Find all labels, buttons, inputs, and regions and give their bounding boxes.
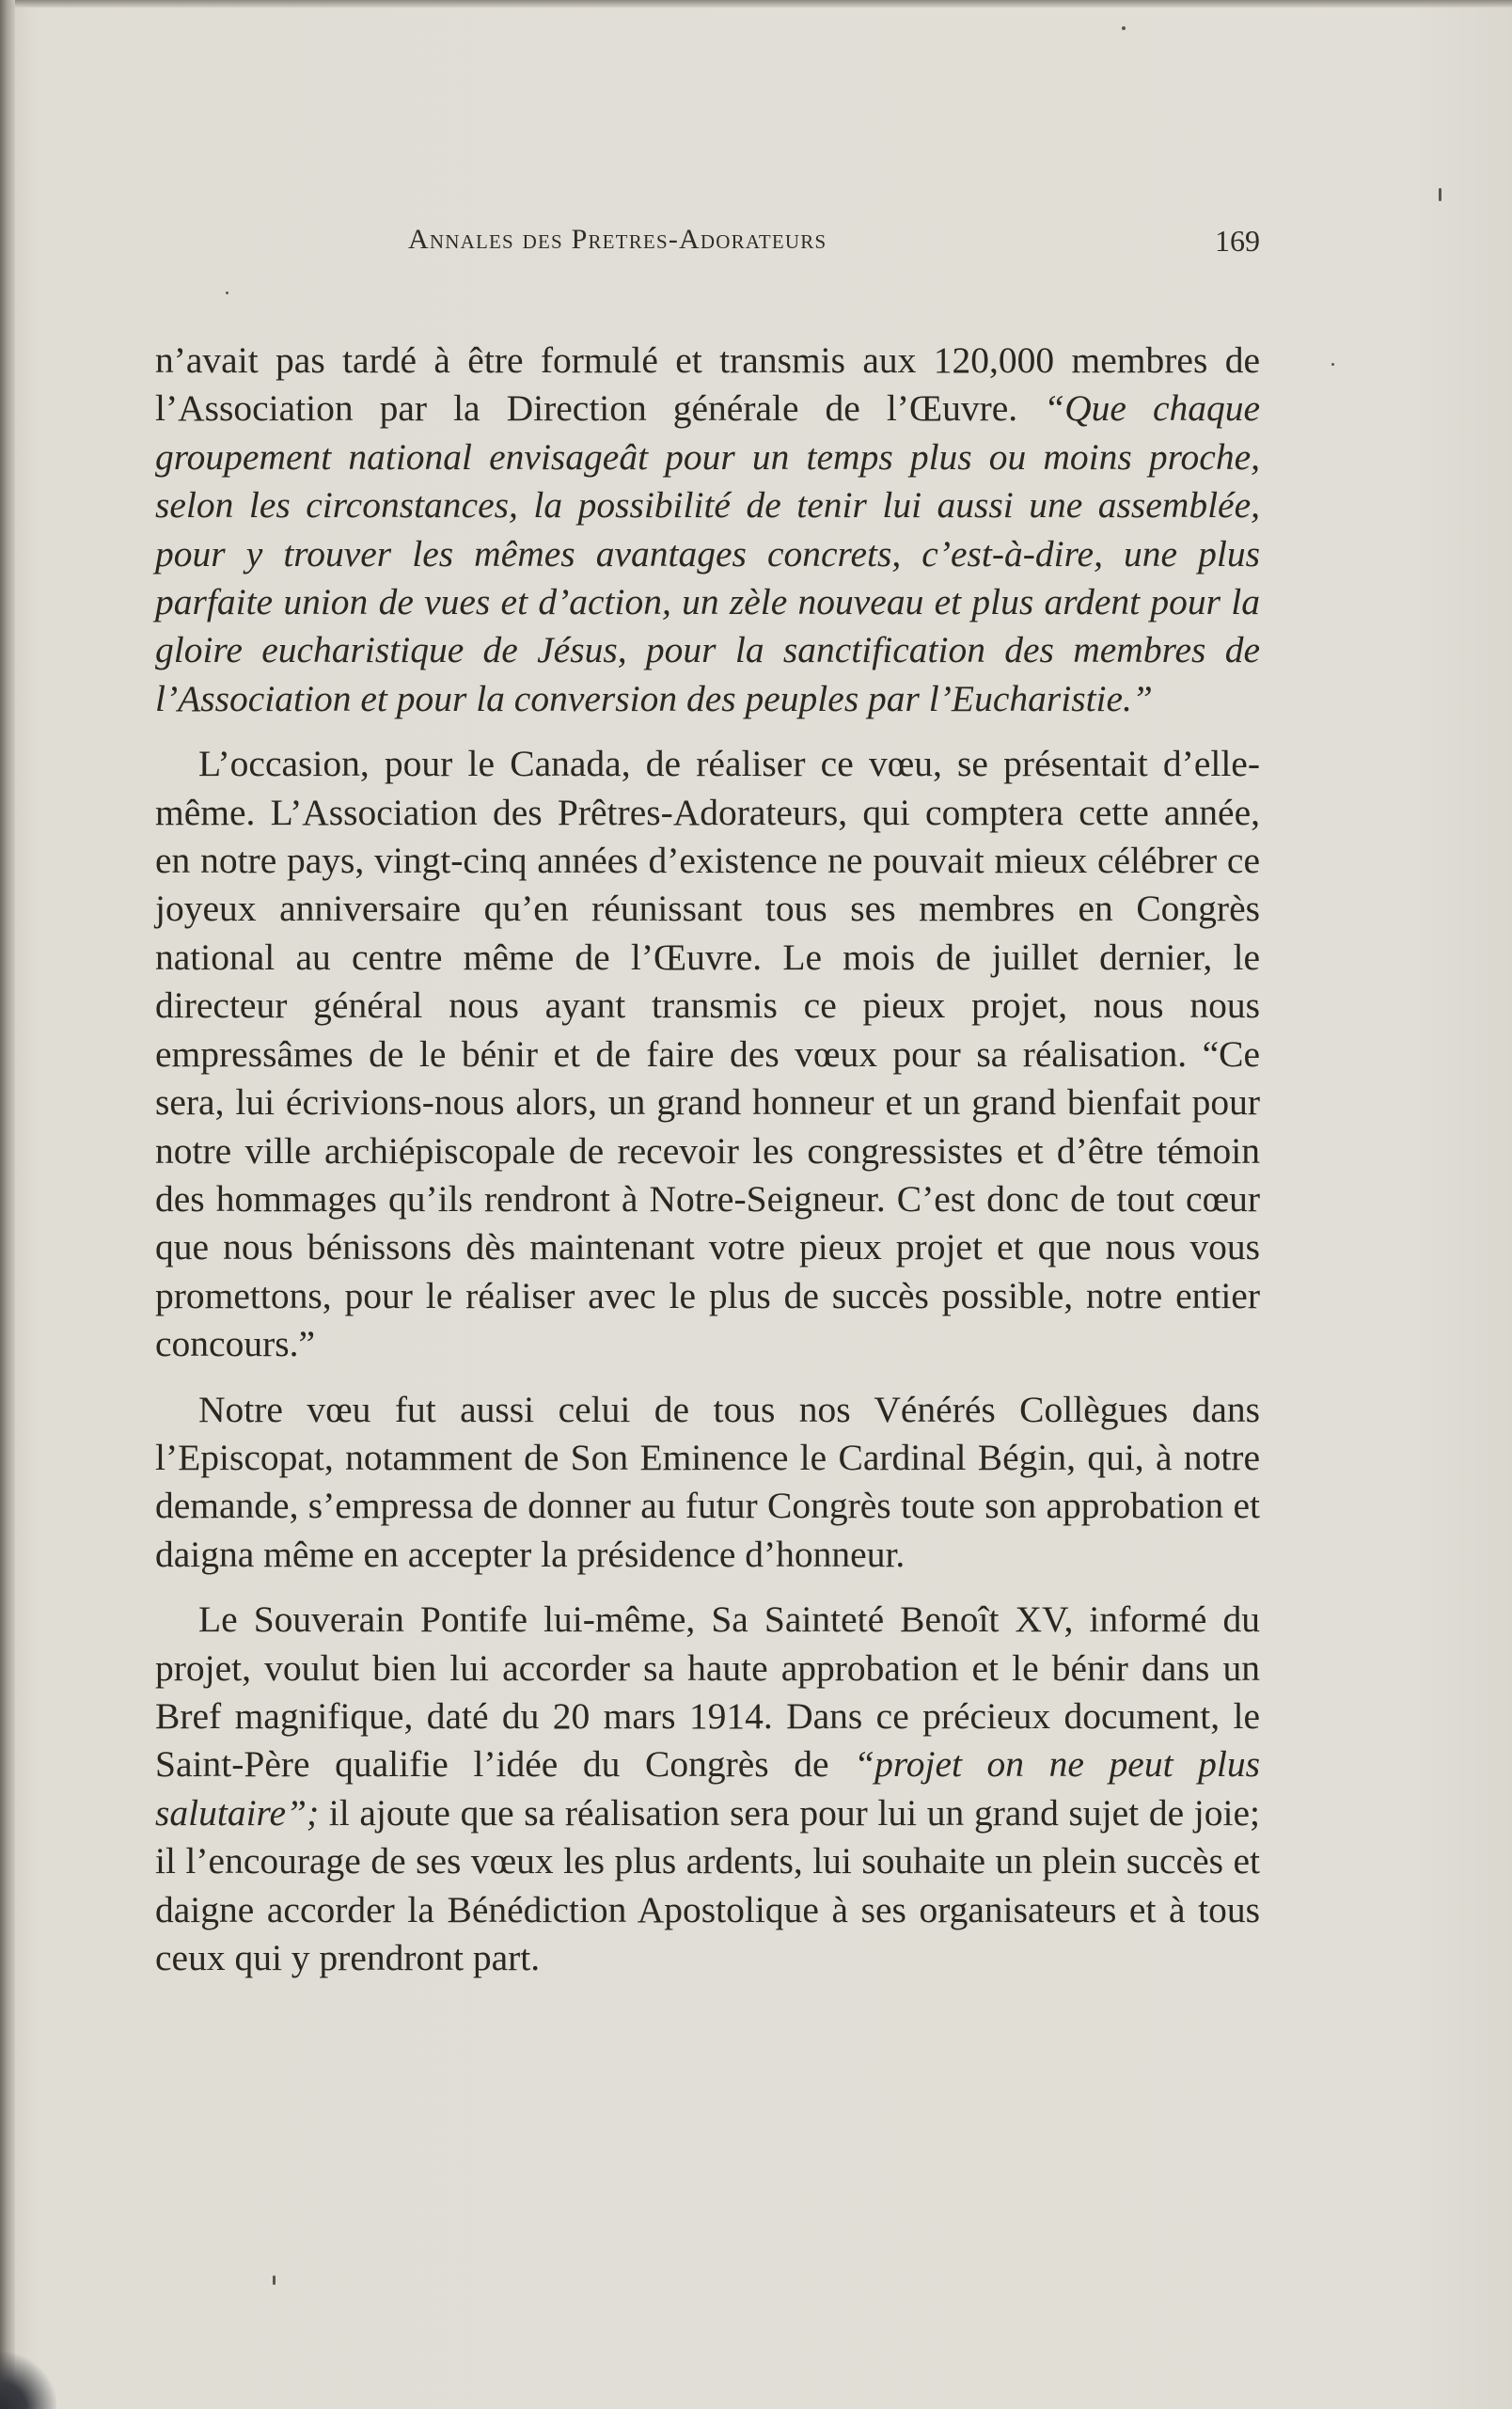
paragraph-4-quote: “projet on ne peut plus salutaire”;: [155, 1743, 1260, 1834]
page-top-edge: [0, 0, 1512, 8]
paper-speck: [226, 291, 228, 294]
paper-speck: [1331, 363, 1334, 366]
paper-speck: [273, 2275, 276, 2285]
paper-speck: [1439, 188, 1441, 201]
paragraph-1-text: n’avait pas tardé à être formulé et transmis aux 120,000 membres de l’Association par la Direction générale de l’Œuvre.: [155, 339, 1260, 430]
paragraph-4: [155, 1596, 1260, 1982]
paragraph-4-text-a: Le Souverain Pontife lui-même, Sa Sainteté Benoît XV, informé du projet, voulut bien lui accorder sa haute approbation et le bénir dans un Bref magnifique, daté du 20 mars 1914. Dans ce précieux document, le Saint-Père qualifie l’idée du Congrès de: [155, 1598, 1260, 1786]
paragraph-2: L’occasion, pour le Canada, de réaliser ce vœu, se présentait d’elle-même. L’Association des Prêtres-Adorateurs, qui comptera cette année, en notre pays, vingt-cinq années d’existence ne pouvait mieux célébrer ce joyeux anniversaire qu’en réunissant tous ses membres en Congrès national au centre même de l’Œuvre. Le mois de juillet dernier, le directeur général nous ayant transmis ce pieux projet, nous nous empressâmes de le bénir et de faire des vœux pour sa réalisation. “Ce sera, lui écrivions-nous alors, un grand honneur et un grand bienfait pour notre ville archiépiscopale de recevoir les congressistes et d’être témoin des hommages qu’ils rendront à Notre-Seigneur. C’est donc de tout cœur que nous bénissons dès maintenant votre pieux projet et que nous vous promettons, pour le réaliser avec le plus de succès possible, notre entier concours.”: [155, 743, 1260, 1365]
page-number: 169: [1215, 224, 1260, 258]
running-head: Annales des Pretres-Adorateurs: [408, 224, 827, 255]
page-corner-shadow: [0, 2343, 56, 2409]
paragraph-1-quote: “Que chaque groupement national envisageât pour un temps plus ou moins proche, selon les circonstances, la possibilité de tenir lui aussi une assemblée, pour y trouver les mêmes avantages concrets, c’est-à-dire, une plus parfaite union de vues et d’action, un zèle nouveau et plus ardent pour la gloire eucharistique de Jésus, pour la sanctification des membres de l’Association et pour la conversion des peuples par l’Eucharistie.”: [155, 387, 1261, 719]
paragraph-4-text-b: il ajoute que sa réalisation sera pour lui un grand sujet de joie; il l’encourage de ses vœux les plus ardents, lui souhaite un plein succès et daigne accorder la Bénédiction Apostolique à ses organisateurs et à tous ceux qui y prendront part.: [155, 1791, 1260, 1978]
paper-speck: [1122, 26, 1126, 30]
paragraph-3: Notre vœu fut aussi celui de tous nos Vénérés Collègues dans l’Episcopat, notamment de Son Eminence le Cardinal Bégin, qui, à notre demande, s’empressa de donner au futur Congrès toute son approbation et daigna même en accepter la présidence d’honneur.: [155, 1388, 1260, 1575]
body-text: [155, 337, 1260, 1999]
paragraph-1: [155, 337, 1260, 723]
page-header: [408, 224, 1260, 271]
page-binding-edge: [0, 0, 15, 2409]
